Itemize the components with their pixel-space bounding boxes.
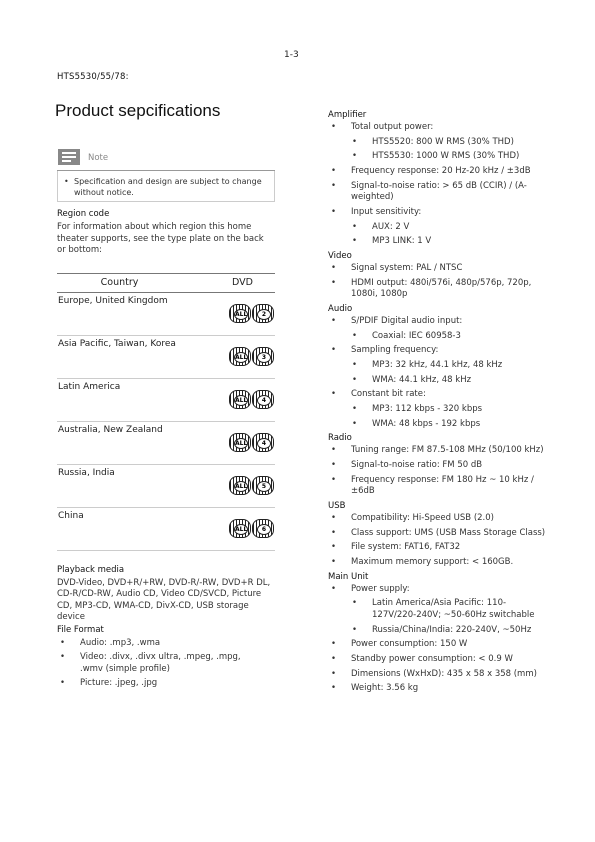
- list-item: • Compatibility: Hi-Speed USB (2.0): [328, 513, 550, 525]
- radio-heading: Radio: [328, 433, 352, 444]
- page-number: 1-3: [284, 50, 299, 60]
- list-item: • Signal-to-noise ratio: FM 50 dB: [328, 460, 550, 472]
- main-unit-heading: Main Unit: [328, 571, 369, 582]
- country-cell: Russia, India: [57, 464, 182, 507]
- region-heading: Region code: [57, 209, 110, 219]
- table-row: [57, 292, 275, 335]
- col-dvd: DVD: [182, 273, 275, 292]
- audio-heading: Audio: [328, 303, 353, 314]
- table-row: [57, 421, 275, 464]
- table-row: [57, 335, 275, 378]
- country-cell: Asia Pacific, Taiwan, Korea: [57, 335, 182, 378]
- list-item: • HDMI output: 480i/576i, 480p/576p, 720p, 1080i, 1080p: [328, 278, 550, 301]
- list-item: • Russia/China/India: 220-240V, ~50Hz: [328, 625, 550, 637]
- list-item: • Signal system: PAL / NTSC: [328, 263, 550, 275]
- list-item: • AUX: 2 V: [328, 222, 550, 234]
- list-item: • Frequency response: 20 Hz-20 kHz / ±3dB: [328, 166, 550, 178]
- table-row: [57, 507, 275, 550]
- list-item: • HTS5520: 800 W RMS (30% THD): [328, 137, 550, 149]
- playback-text: DVD-Video, DVD+R/+RW, DVD-R/-RW, DVD+R DL, CD-R/CD-RW, Audio CD, Video CD/SVCD, Picture CD, MP3-CD, WMA-CD, DivX-CD, USB storage device: [57, 577, 271, 622]
- list-item: • Dimensions (WxHxD): 435 x 58 x 358 (mm): [328, 669, 550, 681]
- region-disc-icon: ALL: [229, 519, 251, 538]
- region-disc-icon: ALL: [229, 347, 251, 366]
- list-item: • Total output power:: [328, 122, 550, 134]
- note-item: • Specification and design are subject to change without notice.: [64, 177, 262, 197]
- region-disc-icon: ALL: [229, 433, 251, 452]
- list-item: • File system: FAT16, FAT32: [328, 542, 550, 554]
- playback-heading: Playback media: [57, 564, 125, 575]
- region-code-cell: [182, 292, 275, 335]
- note-label: Note: [88, 153, 109, 163]
- region-code-cell: [182, 421, 275, 464]
- list-item: • HTS5530: 1000 W RMS (30% THD): [328, 151, 550, 163]
- list-item: • Audio: .mp3, .wma: [57, 638, 275, 650]
- country-cell: Australia, New Zealand: [57, 421, 182, 464]
- list-item: • Power consumption: 150 W: [328, 639, 550, 651]
- col-country: Country: [57, 273, 182, 292]
- list-item: • WMA: 44.1 kHz, 48 kHz: [328, 375, 550, 387]
- list-item: • Frequency response: FM 180 Hz ~ 10 kHz / ±6dB: [328, 475, 550, 498]
- region-text: For information about which region this home theater supports, see the type plate on the back or bottom:: [57, 222, 264, 255]
- region-code-cell: [182, 507, 275, 550]
- region-code-cell: [182, 464, 275, 507]
- region-disc-icon: 4: [252, 433, 274, 452]
- file-format-heading: File Format: [57, 624, 104, 635]
- list-item: • S/PDIF Digital audio input:: [328, 316, 550, 328]
- page-title: Product sepcifications: [55, 101, 221, 120]
- right-column: [328, 109, 550, 698]
- country-cell: Europe, United Kingdom: [57, 292, 182, 335]
- list-item: • Class support: UMS (USB Mass Storage Class): [328, 528, 550, 540]
- table-row: [57, 378, 275, 421]
- region-table: [57, 273, 275, 551]
- amplifier-heading: Amplifier: [328, 110, 367, 120]
- region-disc-icon: 3: [252, 347, 274, 366]
- region-disc-icon: ALL: [229, 304, 251, 323]
- list-item: • Coaxial: IEC 60958-3: [328, 331, 550, 343]
- list-item: • Sampling frequency:: [328, 345, 550, 357]
- region-disc-icon: ALL: [229, 476, 251, 495]
- list-item: • Signal-to-noise ratio: > 65 dB (CCIR) / (A-weighted): [328, 181, 550, 204]
- video-heading: Video: [328, 251, 352, 261]
- region-code-cell: [182, 378, 275, 421]
- list-item: • WMA: 48 kbps - 192 kbps: [328, 419, 550, 431]
- region-disc-icon: ALL: [229, 390, 251, 409]
- note-icon: [58, 149, 80, 165]
- list-item: • MP3 LINK: 1 V: [328, 236, 550, 248]
- country-cell: Latin America: [57, 378, 182, 421]
- region-disc-icon: 6: [252, 519, 274, 538]
- list-item: • Standby power consumption: < 0.9 W: [328, 654, 550, 666]
- list-item: • Power supply:: [328, 584, 550, 596]
- list-item: • MP3: 32 kHz, 44.1 kHz, 48 kHz: [328, 360, 550, 372]
- list-item: • Maximum memory support: < 160GB.: [328, 557, 550, 569]
- table-row: [57, 464, 275, 507]
- region-disc-icon: 2: [252, 304, 274, 323]
- left-column: [57, 209, 275, 690]
- usb-heading: USB: [328, 500, 346, 511]
- list-item: • Latin America/Asia Pacific: 110-127V/220-240V; ~50-60Hz switchable: [328, 598, 550, 621]
- list-item: • Tuning range: FM 87.5-108 MHz (50/100 kHz): [328, 445, 550, 457]
- region-disc-icon: 4: [252, 390, 274, 409]
- list-item: • Input sensitivity:: [328, 207, 550, 219]
- region-disc-icon: 5: [252, 476, 274, 495]
- list-item: • Constant bit rate:: [328, 389, 550, 401]
- country-cell: China: [57, 507, 182, 550]
- list-item: • MP3: 112 kbps - 320 kbps: [328, 404, 550, 416]
- region-code-cell: [182, 335, 275, 378]
- list-item: • Video: .divx, .divx ultra, .mpeg, .mpg, .wmv (simple profile): [57, 652, 275, 675]
- model-number: HTS5530/55/78:: [57, 72, 129, 82]
- list-item: • Picture: .jpeg, .jpg: [57, 678, 275, 690]
- list-item: • Weight: 3.56 kg: [328, 683, 550, 695]
